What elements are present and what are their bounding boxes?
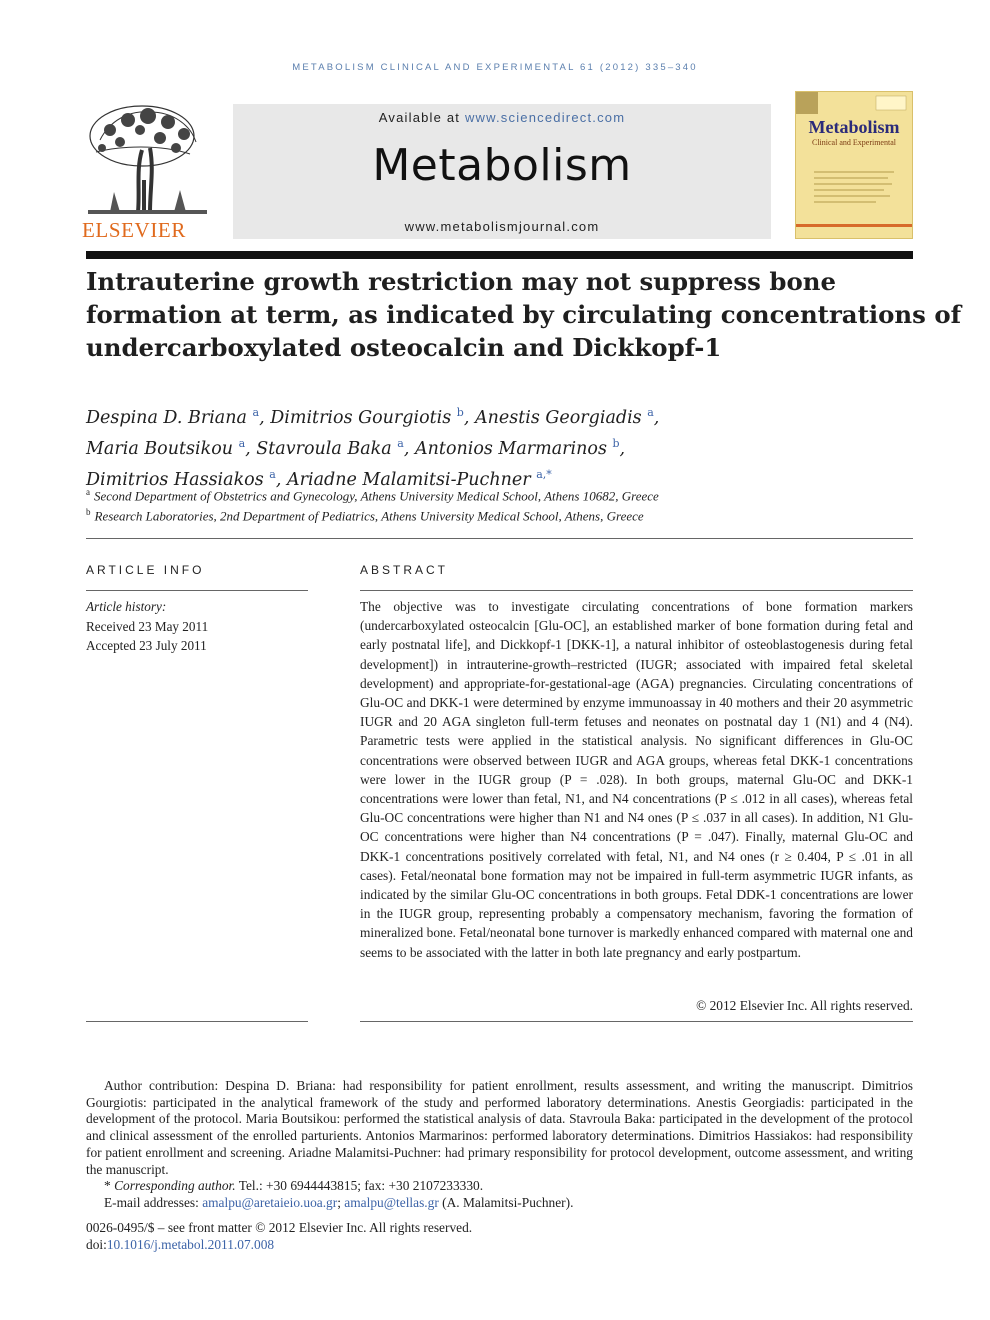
journal-masthead: Metabolism — [372, 140, 632, 191]
abstract-copyright: © 2012 Elsevier Inc. All rights reserved. — [696, 998, 913, 1013]
sciencedirect-link[interactable]: www.sciencedirect.com — [464, 110, 626, 125]
author-affiliation-mark[interactable]: a — [397, 436, 404, 450]
author-name: Antonios Marmarinos — [415, 438, 607, 459]
author-affiliation-mark[interactable]: a — [269, 467, 276, 481]
doi-link[interactable]: 10.1016/j.metabol.2011.07.008 — [106, 1237, 275, 1252]
journal-cover-image — [795, 91, 913, 239]
abstract-bottom-rule — [360, 1021, 913, 1022]
email-note — [86, 1195, 913, 1212]
doi-line — [86, 1236, 472, 1253]
author-name: Anestis Georgiadis — [474, 407, 642, 428]
publisher-name: ELSEVIER — [82, 218, 186, 242]
corresponding-author-note — [86, 1178, 913, 1195]
title-line: undercarboxylated osteocalcin and Dickkopf-1 — [86, 333, 722, 362]
cover-art — [796, 92, 913, 239]
doi-label: doi: — [86, 1237, 107, 1252]
section-divider — [86, 538, 913, 539]
header-divider — [86, 251, 913, 259]
corresponding-mark: * — [104, 1178, 111, 1194]
title-line: Intrauterine growth restriction may not suppress bone — [86, 267, 836, 296]
affiliation-mark: a — [86, 487, 90, 497]
email-label: E-mail addresses: — [104, 1194, 199, 1210]
author-list — [86, 400, 926, 492]
title-line: formation at term, as indicated by circulating concentrations of — [86, 300, 962, 329]
affiliation-mark: b — [86, 507, 91, 517]
author-affiliation-mark[interactable]: b — [612, 436, 620, 450]
article-title — [86, 265, 962, 364]
email-separator: ; — [337, 1194, 345, 1210]
received-date: Received 23 May 2011 — [86, 618, 209, 634]
author-line: Maria Boutsikou $^a$, Stavroula Baka $^a$, Antonios Marmarinos $^b$, — [86, 436, 626, 459]
article-info-heading: ARTICLE INFO — [86, 563, 205, 577]
author-affiliation-mark[interactable]: a — [647, 406, 654, 419]
author-line: Dimitrios Hassiakos $^a$, Ariadne Malamitsi-Puchner $^{a,*}$ — [86, 467, 552, 490]
author-name: Stavroula Baka — [256, 438, 392, 459]
email-owner: (A. Malamitsi-Puchner). — [438, 1194, 574, 1210]
author-name: Dimitrios Hassiakos — [86, 469, 264, 490]
available-label: Available at — [378, 110, 461, 125]
author-affiliation-mark[interactable]: a — [238, 436, 246, 450]
footnotes — [86, 1078, 913, 1212]
email-link[interactable]: amalpu@aretaieio.uoa.gr — [202, 1194, 338, 1210]
affiliation-b — [86, 507, 644, 524]
author-affiliation-mark[interactable]: a — [252, 406, 260, 419]
available-at-line — [233, 110, 771, 125]
journal-citation-line: METABOLISM CLINICAL AND EXPERIMENTAL 61 (2012) 335–340 — [292, 62, 698, 73]
accepted-date: Accepted 23 July 2011 — [86, 638, 207, 653]
author-affiliation-mark[interactable]: a,* — [536, 467, 552, 481]
affiliation-text: Research Laboratories, 2nd Department of Pediatrics, Athens University Medical School, Athens, Greece — [94, 508, 644, 524]
history-label: Article history: — [86, 599, 167, 614]
cover-title: Metabolism — [808, 117, 900, 137]
article-info-bottom-rule — [86, 1021, 308, 1022]
abstract-text: The objective was to investigate circulating concentrations of bone formation markers (undercarboxylated osteocalcin [Glu-OC], an established marker of bone formation during fetal and early postnatal life], and Dickkopf-1 [DKK-1], a natural inhibitor of osteoblastogenesis during fetal development]) in intrauterine-growth–restricted (IUGR; associated with impaired fetal skeletal development) and appropriate-for-gestational-age (AGA) pregnancies. Circulating concentrations of Glu-OC and DKK-1 were determined by enzyme immunoassay in 40 mothers and their 20 asymmetric IUGR and 20 AGA singleton full-term fetuses and neonates on postnatal day 1 (N1) and 4 (N4). Parametric tests were applied in the statistical analysis. No significant differences in Glu-OC concentrations were observed between IUGR and AGA groups, whereas fetal DKK-1 concentrations were lower in the IUGR group (P = .028). In both groups, maternal Glu-OC and DKK-1 concentrations were lower than fetal, N1, and N4 concentrations (P ≤ .012 in all cases), whereas fetal Glu-OC concentrations were higher than N1 and N4 ones (P ≤ .037 in all cases). In addition, N1 Glu-OC concentrations were higher than N4 concentrations (P = .047). Finally, maternal Glu-OC and DKK-1 concentrations positively correlated with fetal, N1, and N4 ones (r ≥ 0.404, P ≤ .01 in all cases). Fetal/neonatal bone formation may not be impaired in full-term asymmetric IUGR infants, as indicated by the similar Glu-OC concentrations in both groups. Fetal DDK-1 concentrations are lower in the IUGR group, representing probably a compensatory mechanism, favoring the formation of mineralized bone. Fetal/neonatal bone turnover is markedly enhanced compared with maternal one and seems to be associated with the latter in both late pregnancy and early postpartum. — [360, 599, 913, 960]
front-matter-line: 0026-0495/$ – see front matter © 2012 Elsevier Inc. All rights reserved. — [86, 1220, 473, 1235]
affiliation-text: Second Department of Obstetrics and Gynecology, Athens University Medical School, Athens 10682, Greece — [94, 488, 659, 504]
corresponding-label: Corresponding author. — [114, 1178, 236, 1194]
author-name: Ariadne Malamitsi-Puchner — [286, 469, 531, 490]
abstract-rule — [360, 590, 913, 591]
author-affiliation-mark[interactable]: b — [456, 406, 464, 419]
author-name: Dimitrios Gourgiotis — [270, 407, 452, 428]
author-contribution-note: Author contribution: Despina D. Briana: had responsibility for patient enrollment, results assessment, and writing the manuscript. Dimitrios Gourgiotis: participated in the analytical framework of the study and performed laboratory determinations. Anestis Georgiadis: participated in the development of the protocol. Maria Boutsikou: performed the statistical analysis of data. Stavroula Baka: participated in the development of the protocol and clinical assessment of the enrolled parturients. Antonios Marmarinos: performed laboratory determinations. Dimitrios Hassiakos: had responsibility for patient enrollment and screening. Ariadne Malamitsi-Puchner: had primary responsibility for protocol development, outcome assessment, and writing the manuscript. — [86, 1078, 913, 1177]
cover-subtitle: Clinical and Experimental — [812, 138, 896, 147]
journal-website[interactable]: www.metabolismjournal.com — [404, 219, 600, 234]
author-name: Maria Boutsikou — [86, 438, 233, 459]
article-info-rule — [86, 590, 308, 591]
affiliation-a — [86, 487, 659, 504]
corresponding-contact: Tel.: +30 6944443815; fax: +30 2107233330. — [238, 1178, 484, 1194]
article-history — [86, 597, 308, 656]
abstract-heading: ABSTRACT — [360, 563, 449, 577]
author-name: Despina D. Briana — [86, 407, 247, 428]
author-line: Despina D. Briana $^a$, Dimitrios Gourgiotis $^b$, Anestis Georgiadis $^a$, — [86, 406, 660, 428]
email-link[interactable]: amalpu@tellas.gr — [344, 1194, 439, 1210]
front-matter — [86, 1219, 472, 1253]
